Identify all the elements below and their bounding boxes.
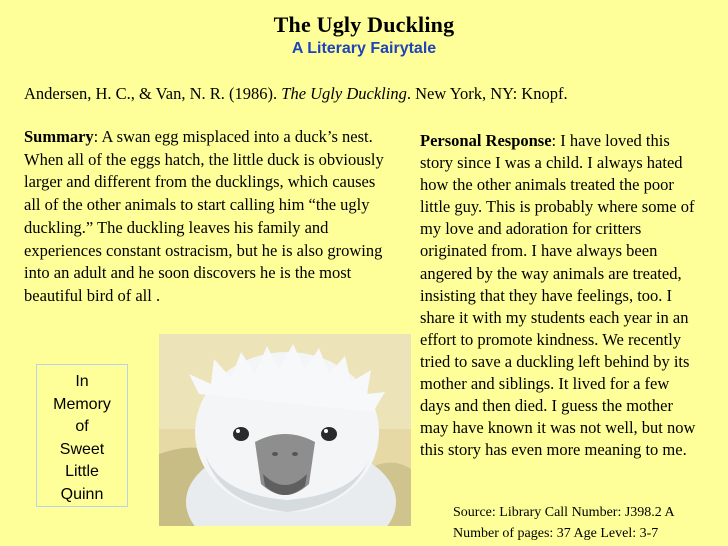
source-line: Source: Library Call Number: J398.2 A bbox=[453, 505, 675, 520]
citation-publisher: . New York, NY: Knopf. bbox=[406, 84, 568, 103]
eye-highlight bbox=[236, 429, 240, 433]
memorial-line: Quinn bbox=[60, 485, 104, 503]
memorial-line: Little bbox=[65, 463, 99, 481]
memorial-line: of bbox=[75, 418, 89, 436]
citation-authors: Andersen, H. C., & Van, N. R. (1986). bbox=[24, 84, 282, 103]
eye-highlight bbox=[324, 429, 328, 433]
duckling-illustration bbox=[159, 334, 411, 526]
nostril bbox=[272, 452, 278, 456]
summary-section bbox=[24, 126, 384, 308]
nostril bbox=[292, 452, 298, 456]
duckling-eye-right bbox=[321, 427, 337, 441]
memorial-line: Memory bbox=[53, 395, 111, 413]
duckling-eye-left bbox=[233, 427, 249, 441]
response-text: : I have loved this story since I was a child. I always hated how the other animals treated the poor little guy. This is probably where some of my love and adoration for critters originated from. I have always been angered by the way animals are treated, insisting that they have feelings, too. I share it with my students each year in an effort to promote kindness. We recently tried to save a duckling left behind by its mother and siblings. It lived for a few days and then died. I guess the mother may have known it was not well, but now this story has even more meaning to me. bbox=[420, 131, 696, 460]
memorial-box bbox=[36, 364, 128, 507]
summary-label: Summary bbox=[24, 127, 94, 146]
page-title: The Ugly Duckling bbox=[273, 12, 455, 37]
citation bbox=[24, 84, 568, 104]
memorial-line: Sweet bbox=[59, 440, 105, 458]
source-line: Number of pages: 37 Age Level: 3-7 bbox=[453, 526, 659, 541]
page-subtitle: A Literary Fairytale bbox=[291, 40, 437, 57]
memorial-line: In bbox=[75, 373, 89, 390]
response-label: Personal Response bbox=[420, 131, 552, 150]
summary-text: : A swan egg misplaced into a duck’s nest. When all of the eggs hatch, the little duck is obviously larger and different from the ducklings, which causes all of the other animals to start calling him “the ugly duckling.” The duckling leaves his family and experiences constant ostracism, but he is also growing into an adult and he soon discovers he is the most beautiful bird of all . bbox=[24, 127, 384, 305]
citation-book-title: The Ugly Duckling bbox=[281, 84, 407, 103]
source-info bbox=[453, 502, 675, 544]
personal-response-section bbox=[420, 130, 702, 461]
